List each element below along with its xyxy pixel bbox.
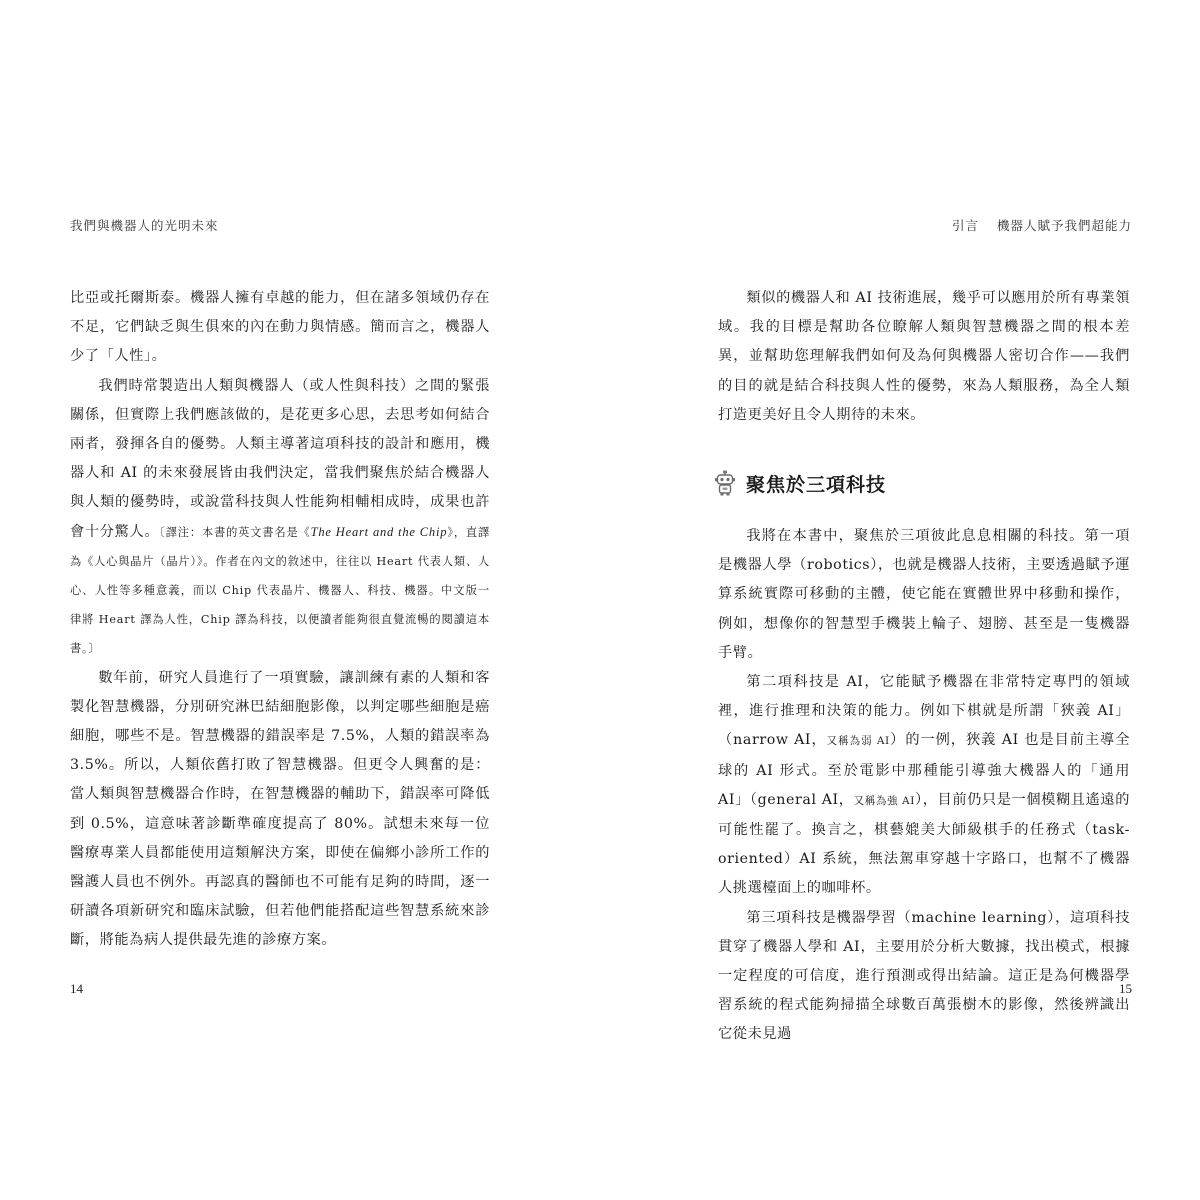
running-head-chapter: 引言 — [951, 218, 979, 233]
right-paragraph-2-a: 第二項科技是 AI，它能賦予機器在非常特定專門的領域裡，進行推理和決策的能力。例如下棋就是所謂「狹義 AI」（narrow AI， — [718, 674, 1130, 749]
right-body-text — [718, 284, 1130, 1050]
page-number-left: 14 — [70, 981, 83, 996]
right-paragraph-2-b: ）的一例，狹義 AI 也是目前主導全球的 AI 形式。至於電影中那種能引導強大機器人的「通用 AI」（general AI， — [718, 732, 1131, 808]
running-head-right — [952, 216, 1132, 234]
section-title: 聚焦於三項科技 — [746, 473, 887, 496]
section-heading — [718, 468, 1130, 498]
right-paragraph-2 — [718, 668, 1130, 904]
right-paragraph-2-c: ），目前仍只是一個模糊且遙遠的可能性罷了。換言之，棋藝媲美大師級棋手的任務式（task-oriented）AI 系統，無法駕車穿越十字路口，也幫不了機器人挑選檯面上的咖啡杯。 — [718, 791, 1130, 897]
left-paragraph-1: 比亞或托爾斯泰。機器人擁有卓越的能力，但在諸多領域仍存在不足，它們缺乏與生俱來的內在動力與情感。簡而言之，機器人少了「人性」。 — [70, 290, 490, 365]
translator-note — [70, 526, 490, 656]
right-page — [600, 0, 1200, 1200]
right-intro-paragraph: 類似的機器人和 AI 技術進展，幾乎可以應用於所有專業領域。我的目標是幫助各位瞭解人類與智慧機器之間的根本差異，並幫助您理解我們如何及為何與機器人密切合作——我們的目的就是結合科技與人性的優勢，來為人類服務，為全人類打造更美好且令人期待的未來。 — [718, 290, 1130, 423]
running-head-left: 我們與機器人的光明未來 — [70, 218, 219, 233]
right-paragraph-3: 第三項科技是機器學習（machine learning），這項科技貫穿了機器人學和 AI，主要用於分析大數據，找出模式，根據一定程度的可信度，進行預測或得出結論。這正是為何機器學習系統的程式能夠掃描全球數百萬張樹木的影像，然後辨識出它從未見過 — [718, 909, 1130, 1043]
right-paragraph-2-note-1: 又稱為弱 AI — [826, 735, 890, 748]
running-head-title: 機器人賦予我們超能力 — [996, 218, 1132, 233]
right-paragraph-2-note-2: 又稱為強 AI — [853, 794, 915, 807]
page-number-right: 15 — [1119, 981, 1132, 996]
note-prefix: 〔譯注：本書的英文書名是《 — [159, 525, 311, 539]
left-paragraph-3: 數年前，研究人員進行了一項實驗，讓訓練有素的人類和客製化智慧機器，分別研究淋巴結細胞影像，以判定哪些細胞是癌細胞，哪些不是。智慧機器的錯誤率是 7.5%，人類的錯誤率為 3.5%。所以，人類依舊打敗了智慧機器。但更令人興奮的是：當人類與智慧機器合作時，在智慧機器的輔助下，錯誤率可降低到 0.5%，這意味著診斷準確度提高了 80%。試想未來每一位醫療專業人員都能使用這類解決方案，即使在偏鄉小診所工作的醫護人員也不例外。再認真的醫師也不可能有足夠的時間，逐一研讀各項新研究和臨床試驗，但若他們能搭配這些智慧系統來診斷，將能為病人提供最先進的診療方案。 — [70, 669, 490, 949]
robot-icon — [714, 470, 736, 496]
right-paragraph-1: 我將在本書中，聚焦於三項彼此息息相關的科技。第一項是機器人學（robotics），也就是機器人技術，主要透過賦予運算系統實際可移動的主體，使它能在實體世界中移動和操作，例如，想像你的智慧型手機裝上輪子、翅膀、甚至是一隻機器手臂。 — [718, 528, 1130, 661]
left-paragraph-2 — [70, 372, 490, 664]
left-body-text — [70, 284, 490, 956]
note-body: 》，直譯為《人心與晶片（晶片）》。作者在內文的敘述中，往往以 Heart 代表人類、人心、人性等多種意義，而以 Chip 代表晶片、機器人、科技、機器。中文版一律將 Heart 譯為人性，Chip 譯為科技，以便讀者能夠很直覺流暢的閱讀這本書。〕 — [70, 525, 490, 656]
left-paragraph-2-text: 我們時常製造出人類與機器人（或人性與科技）之間的緊張關係，但實際上我們應該做的，是花更多心思，去思考如何結合兩者，發揮各自的優勢。人類主導著這項科技的設計和應用，機器人和 AI 的未來發展皆由我們決定，當我們聚焦於結合機器人與人類的優勢時，或說當科技與人性能夠相輔相成時，成果也許會十分驚人。 — [70, 377, 490, 540]
note-book-title: The Heart and the Chip — [310, 524, 448, 539]
